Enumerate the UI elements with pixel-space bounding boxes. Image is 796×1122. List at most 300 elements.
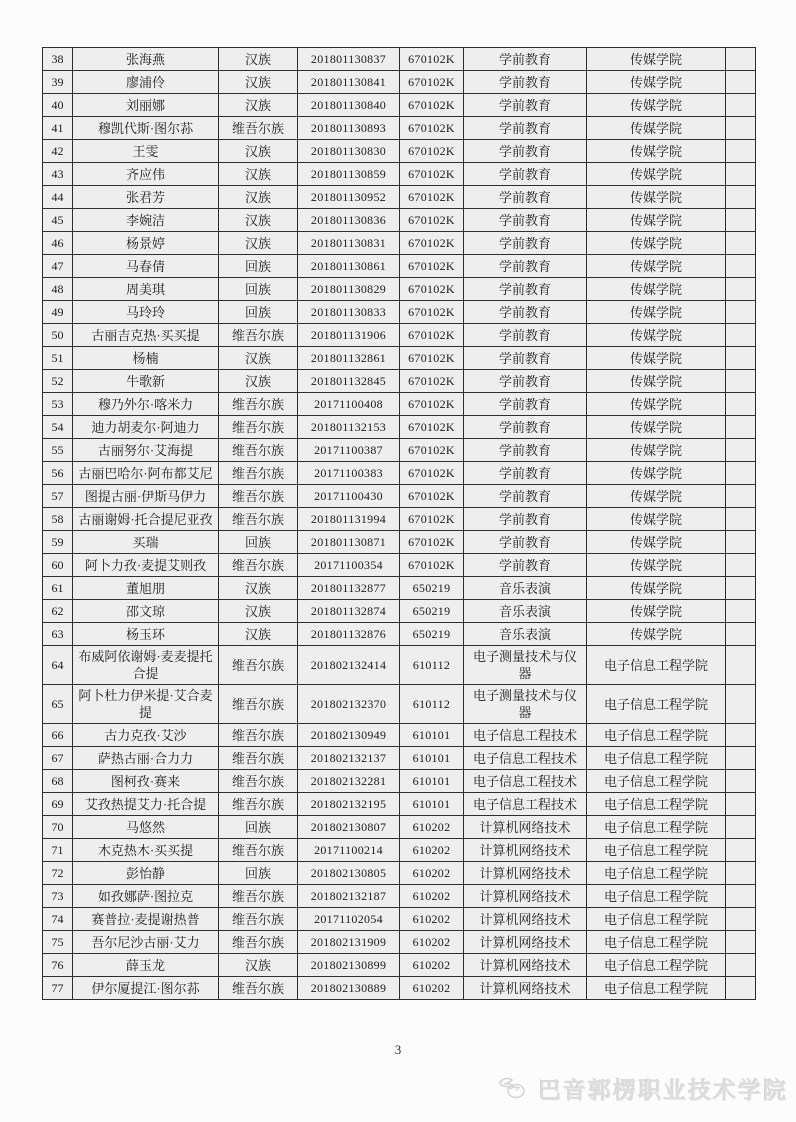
- cell-student_id: 201802132187: [298, 885, 400, 908]
- cell-college: 传媒学院: [587, 140, 726, 163]
- cell-name: 赛普拉·麦提谢热普: [73, 908, 219, 931]
- cell-ethnicity: 汉族: [219, 954, 298, 977]
- cell-major_code: 670102K: [400, 347, 464, 370]
- cell-student_id: 201801130830: [298, 140, 400, 163]
- cell-name: 彭怡静: [73, 862, 219, 885]
- cell-name: 阿卜力孜·麦提艾则孜: [73, 554, 219, 577]
- cell-major: 计算机网络技术: [464, 954, 587, 977]
- cell-no: 77: [43, 977, 73, 1000]
- cell-name: 伊尔厦提江·图尔荪: [73, 977, 219, 1000]
- table-row: [43, 885, 756, 908]
- cell-student_id: 201801130841: [298, 71, 400, 94]
- cell-name: 马玲玲: [73, 301, 219, 324]
- table-row: [43, 954, 756, 977]
- cell-college: 传媒学院: [587, 600, 726, 623]
- cell-major: 电子信息工程技术: [464, 793, 587, 816]
- cell-college: 传媒学院: [587, 485, 726, 508]
- cell-blank: [726, 117, 756, 140]
- table-row: [43, 839, 756, 862]
- cell-student_id: 201802130899: [298, 954, 400, 977]
- cell-blank: [726, 816, 756, 839]
- cell-college: 电子信息工程学院: [587, 724, 726, 747]
- cell-blank: [726, 577, 756, 600]
- cell-college: 传媒学院: [587, 623, 726, 646]
- cell-college: 传媒学院: [587, 508, 726, 531]
- cell-major_code: 670102K: [400, 255, 464, 278]
- table-row: [43, 140, 756, 163]
- cell-student_id: 201801130871: [298, 531, 400, 554]
- cell-college: 电子信息工程学院: [587, 770, 726, 793]
- cell-major_code: 610202: [400, 885, 464, 908]
- cell-college: 传媒学院: [587, 117, 726, 140]
- cell-student_id: 201801132877: [298, 577, 400, 600]
- cell-major_code: 670102K: [400, 163, 464, 186]
- cell-blank: [726, 140, 756, 163]
- cell-student_id: 201801130861: [298, 255, 400, 278]
- cell-college: 传媒学院: [587, 71, 726, 94]
- cell-major_code: 670102K: [400, 209, 464, 232]
- cell-college: 传媒学院: [587, 48, 726, 71]
- cell-blank: [726, 724, 756, 747]
- cell-ethnicity: 维吾尔族: [219, 977, 298, 1000]
- cell-college: 电子信息工程学院: [587, 816, 726, 839]
- cell-major: 学前教育: [464, 232, 587, 255]
- cell-name: 迪力胡麦尔·阿迪力: [73, 416, 219, 439]
- cell-blank: [726, 209, 756, 232]
- cell-ethnicity: 维吾尔族: [219, 462, 298, 485]
- cell-blank: [726, 554, 756, 577]
- cell-no: 65: [43, 685, 73, 724]
- cell-no: 63: [43, 623, 73, 646]
- cell-college: 电子信息工程学院: [587, 839, 726, 862]
- cell-no: 64: [43, 646, 73, 685]
- cell-ethnicity: 汉族: [219, 209, 298, 232]
- cell-student_id: 20171100214: [298, 839, 400, 862]
- cell-major: 学前教育: [464, 255, 587, 278]
- cell-ethnicity: 汉族: [219, 163, 298, 186]
- cell-college: 传媒学院: [587, 439, 726, 462]
- cell-college: 电子信息工程学院: [587, 747, 726, 770]
- table-row: [43, 862, 756, 885]
- cell-ethnicity: 汉族: [219, 232, 298, 255]
- cell-blank: [726, 600, 756, 623]
- table-row: [43, 931, 756, 954]
- cell-blank: [726, 954, 756, 977]
- cell-major_code: 670102K: [400, 554, 464, 577]
- cell-student_id: 201801130831: [298, 232, 400, 255]
- cell-ethnicity: 维吾尔族: [219, 931, 298, 954]
- table-row: [43, 439, 756, 462]
- cell-major_code: 670102K: [400, 140, 464, 163]
- cell-name: 穆凯代斯·图尔荪: [73, 117, 219, 140]
- cell-blank: [726, 839, 756, 862]
- cell-major: 学前教育: [464, 117, 587, 140]
- cell-ethnicity: 回族: [219, 531, 298, 554]
- cell-college: 电子信息工程学院: [587, 646, 726, 685]
- cell-blank: [726, 370, 756, 393]
- cell-name: 如孜娜萨·图拉克: [73, 885, 219, 908]
- cell-blank: [726, 347, 756, 370]
- page-number: 3: [394, 1042, 402, 1057]
- cell-ethnicity: 维吾尔族: [219, 793, 298, 816]
- student-roster-table: [42, 47, 756, 1000]
- table-row: [43, 71, 756, 94]
- cell-name: 杨玉环: [73, 623, 219, 646]
- table-row: [43, 117, 756, 140]
- cell-college: 传媒学院: [587, 209, 726, 232]
- cell-no: 57: [43, 485, 73, 508]
- cell-no: 60: [43, 554, 73, 577]
- cell-major_code: 670102K: [400, 301, 464, 324]
- cell-student_id: 201801130837: [298, 48, 400, 71]
- cell-student_id: 20171100354: [298, 554, 400, 577]
- cell-ethnicity: 维吾尔族: [219, 324, 298, 347]
- cell-no: 53: [43, 393, 73, 416]
- cell-major_code: 670102K: [400, 393, 464, 416]
- cell-name: 牛歌新: [73, 370, 219, 393]
- cell-major: 音乐表演: [464, 623, 587, 646]
- cell-student_id: 201801132861: [298, 347, 400, 370]
- cell-student_id: 201802132195: [298, 793, 400, 816]
- cell-ethnicity: 维吾尔族: [219, 908, 298, 931]
- cell-major_code: 650219: [400, 623, 464, 646]
- cell-major_code: 670102K: [400, 324, 464, 347]
- table-row: [43, 462, 756, 485]
- cell-major: 学前教育: [464, 94, 587, 117]
- cell-no: 67: [43, 747, 73, 770]
- cell-major_code: 670102K: [400, 508, 464, 531]
- cell-student_id: 201801132153: [298, 416, 400, 439]
- cell-ethnicity: 维吾尔族: [219, 839, 298, 862]
- cell-ethnicity: 回族: [219, 862, 298, 885]
- cell-ethnicity: 汉族: [219, 186, 298, 209]
- cell-ethnicity: 汉族: [219, 623, 298, 646]
- cell-major: 计算机网络技术: [464, 931, 587, 954]
- cell-ethnicity: 汉族: [219, 370, 298, 393]
- cell-major: 计算机网络技术: [464, 908, 587, 931]
- cell-college: 传媒学院: [587, 94, 726, 117]
- cell-no: 50: [43, 324, 73, 347]
- cell-name: 古丽谢姆·托合提尼亚孜: [73, 508, 219, 531]
- cell-name: 王雯: [73, 140, 219, 163]
- cell-major: 电子测量技术与仪器: [464, 685, 587, 724]
- cell-blank: [726, 793, 756, 816]
- cell-blank: [726, 931, 756, 954]
- cell-college: 电子信息工程学院: [587, 977, 726, 1000]
- cell-major_code: 670102K: [400, 416, 464, 439]
- cell-no: 52: [43, 370, 73, 393]
- table-row: [43, 793, 756, 816]
- table-row: [43, 623, 756, 646]
- cell-student_id: 201802130949: [298, 724, 400, 747]
- cell-major_code: 610202: [400, 816, 464, 839]
- cell-no: 42: [43, 140, 73, 163]
- cell-major: 计算机网络技术: [464, 862, 587, 885]
- cell-major_code: 670102K: [400, 94, 464, 117]
- cell-student_id: 201801131906: [298, 324, 400, 347]
- cell-name: 木克热木·买买提: [73, 839, 219, 862]
- cell-major: 学前教育: [464, 71, 587, 94]
- table-row: [43, 209, 756, 232]
- cell-student_id: 201801130829: [298, 278, 400, 301]
- cell-name: 图柯孜·赛来: [73, 770, 219, 793]
- cell-blank: [726, 324, 756, 347]
- cell-ethnicity: 维吾尔族: [219, 724, 298, 747]
- cell-major_code: 670102K: [400, 485, 464, 508]
- cell-blank: [726, 393, 756, 416]
- cell-college: 传媒学院: [587, 416, 726, 439]
- cell-college: 传媒学院: [587, 163, 726, 186]
- table-row: [43, 977, 756, 1000]
- cell-ethnicity: 维吾尔族: [219, 439, 298, 462]
- cell-college: 电子信息工程学院: [587, 793, 726, 816]
- cell-major_code: 670102K: [400, 370, 464, 393]
- cell-name: 马悠然: [73, 816, 219, 839]
- table-row: [43, 646, 756, 685]
- cell-major: 学前教育: [464, 462, 587, 485]
- table-row: [43, 600, 756, 623]
- cell-major_code: 610101: [400, 793, 464, 816]
- cell-major: 计算机网络技术: [464, 977, 587, 1000]
- cell-name: 杨楠: [73, 347, 219, 370]
- cell-ethnicity: 回族: [219, 816, 298, 839]
- cell-name: 吾尔尼沙古丽·艾力: [73, 931, 219, 954]
- cell-major_code: 670102K: [400, 71, 464, 94]
- cell-blank: [726, 646, 756, 685]
- cell-major_code: 670102K: [400, 278, 464, 301]
- cell-major: 电子测量技术与仪器: [464, 646, 587, 685]
- cell-name: 穆乃外尔·喀米力: [73, 393, 219, 416]
- cell-major_code: 610202: [400, 931, 464, 954]
- cell-major_code: 650219: [400, 577, 464, 600]
- cell-ethnicity: 汉族: [219, 140, 298, 163]
- cell-major_code: 670102K: [400, 232, 464, 255]
- cell-major: 计算机网络技术: [464, 885, 587, 908]
- cell-major: 学前教育: [464, 48, 587, 71]
- cell-name: 张海燕: [73, 48, 219, 71]
- cell-major_code: 670102K: [400, 117, 464, 140]
- watermark-text: 巴音郭楞职业技术学院: [538, 1077, 788, 1103]
- table-row: [43, 255, 756, 278]
- cell-ethnicity: 维吾尔族: [219, 393, 298, 416]
- cell-major: 学前教育: [464, 347, 587, 370]
- cell-no: 72: [43, 862, 73, 885]
- table-row: [43, 370, 756, 393]
- cell-major_code: 610202: [400, 908, 464, 931]
- cell-name: 张君芳: [73, 186, 219, 209]
- cell-student_id: 201802132414: [298, 646, 400, 685]
- cell-major: 计算机网络技术: [464, 839, 587, 862]
- cell-blank: [726, 416, 756, 439]
- cell-no: 55: [43, 439, 73, 462]
- cell-ethnicity: 汉族: [219, 94, 298, 117]
- cell-blank: [726, 531, 756, 554]
- cell-college: 传媒学院: [587, 278, 726, 301]
- cell-college: 传媒学院: [587, 554, 726, 577]
- cell-student_id: 201802130807: [298, 816, 400, 839]
- cell-student_id: 201801130836: [298, 209, 400, 232]
- cell-no: 58: [43, 508, 73, 531]
- cell-college: 传媒学院: [587, 347, 726, 370]
- cell-major_code: 610202: [400, 862, 464, 885]
- table-row: [43, 724, 756, 747]
- cell-major_code: 670102K: [400, 186, 464, 209]
- cell-no: 49: [43, 301, 73, 324]
- cell-blank: [726, 163, 756, 186]
- cell-no: 62: [43, 600, 73, 623]
- cell-college: 传媒学院: [587, 370, 726, 393]
- cell-major_code: 610101: [400, 747, 464, 770]
- cell-blank: [726, 977, 756, 1000]
- table-row: [43, 816, 756, 839]
- cell-ethnicity: 回族: [219, 278, 298, 301]
- cell-name: 古力克孜·艾沙: [73, 724, 219, 747]
- cell-major: 音乐表演: [464, 577, 587, 600]
- table-row: [43, 186, 756, 209]
- student-table-body: [43, 48, 756, 1000]
- table-row: [43, 278, 756, 301]
- cell-major_code: 670102K: [400, 531, 464, 554]
- cell-no: 73: [43, 885, 73, 908]
- cell-major_code: 610202: [400, 954, 464, 977]
- cell-college: 传媒学院: [587, 255, 726, 278]
- table-row: [43, 685, 756, 724]
- cell-name: 古丽吉克热·买买提: [73, 324, 219, 347]
- cell-student_id: 201802130889: [298, 977, 400, 1000]
- cell-ethnicity: 汉族: [219, 577, 298, 600]
- cell-ethnicity: 维吾尔族: [219, 554, 298, 577]
- cell-major_code: 610112: [400, 646, 464, 685]
- cell-student_id: 20171102054: [298, 908, 400, 931]
- table-row: [43, 324, 756, 347]
- cell-blank: [726, 439, 756, 462]
- cell-no: 66: [43, 724, 73, 747]
- cell-student_id: 201801131994: [298, 508, 400, 531]
- cell-blank: [726, 232, 756, 255]
- cell-name: 图提古丽·伊斯马伊力: [73, 485, 219, 508]
- cell-major: 学前教育: [464, 393, 587, 416]
- cell-student_id: 201802132281: [298, 770, 400, 793]
- table-row: [43, 48, 756, 71]
- cell-name: 阿卜杜力伊米提·艾合麦提: [73, 685, 219, 724]
- table-row: [43, 770, 756, 793]
- cell-no: 40: [43, 94, 73, 117]
- cell-name: 李婉洁: [73, 209, 219, 232]
- cell-major: 学前教育: [464, 370, 587, 393]
- cell-college: 传媒学院: [587, 301, 726, 324]
- cell-ethnicity: 维吾尔族: [219, 508, 298, 531]
- cell-major_code: 610112: [400, 685, 464, 724]
- cell-major_code: 650219: [400, 600, 464, 623]
- cell-blank: [726, 278, 756, 301]
- cell-college: 传媒学院: [587, 232, 726, 255]
- cell-student_id: 201802132370: [298, 685, 400, 724]
- cell-student_id: 201801130859: [298, 163, 400, 186]
- cell-college: 传媒学院: [587, 577, 726, 600]
- cell-major: 学前教育: [464, 416, 587, 439]
- cell-name: 布威阿依谢姆·麦麦提托合提: [73, 646, 219, 685]
- cell-major: 学前教育: [464, 554, 587, 577]
- cell-ethnicity: 汉族: [219, 347, 298, 370]
- cell-blank: [726, 94, 756, 117]
- cell-ethnicity: 汉族: [219, 71, 298, 94]
- cell-ethnicity: 维吾尔族: [219, 416, 298, 439]
- cell-college: 电子信息工程学院: [587, 931, 726, 954]
- cell-student_id: 201801132845: [298, 370, 400, 393]
- cell-name: 古丽努尔·艾海提: [73, 439, 219, 462]
- table-row: [43, 485, 756, 508]
- cell-no: 71: [43, 839, 73, 862]
- cell-major_code: 670102K: [400, 439, 464, 462]
- cell-major: 计算机网络技术: [464, 816, 587, 839]
- cell-student_id: 201802131909: [298, 931, 400, 954]
- cell-no: 56: [43, 462, 73, 485]
- table-row: [43, 908, 756, 931]
- cell-college: 电子信息工程学院: [587, 908, 726, 931]
- cell-student_id: 201801130952: [298, 186, 400, 209]
- cell-ethnicity: 维吾尔族: [219, 747, 298, 770]
- cell-no: 46: [43, 232, 73, 255]
- cell-name: 薛玉龙: [73, 954, 219, 977]
- cell-major_code: 670102K: [400, 48, 464, 71]
- cell-college: 传媒学院: [587, 324, 726, 347]
- cell-ethnicity: 维吾尔族: [219, 646, 298, 685]
- cell-blank: [726, 71, 756, 94]
- cell-college: 电子信息工程学院: [587, 685, 726, 724]
- cell-no: 48: [43, 278, 73, 301]
- cell-student_id: 201801130840: [298, 94, 400, 117]
- cell-name: 杨景婷: [73, 232, 219, 255]
- bird-logo-icon: [496, 1074, 532, 1104]
- cell-no: 69: [43, 793, 73, 816]
- cell-blank: [726, 885, 756, 908]
- cell-major: 学前教育: [464, 439, 587, 462]
- cell-student_id: 201801130833: [298, 301, 400, 324]
- cell-student_id: 20171100408: [298, 393, 400, 416]
- cell-major: 学前教育: [464, 324, 587, 347]
- cell-major: 电子信息工程技术: [464, 724, 587, 747]
- cell-no: 61: [43, 577, 73, 600]
- cell-college: 传媒学院: [587, 531, 726, 554]
- cell-name: 马春倩: [73, 255, 219, 278]
- table-row: [43, 531, 756, 554]
- table-row: [43, 301, 756, 324]
- cell-student_id: 201802132137: [298, 747, 400, 770]
- cell-major_code: 610202: [400, 839, 464, 862]
- table-row: [43, 508, 756, 531]
- cell-ethnicity: 汉族: [219, 600, 298, 623]
- cell-blank: [726, 485, 756, 508]
- cell-name: 董旭朋: [73, 577, 219, 600]
- cell-no: 38: [43, 48, 73, 71]
- cell-major: 学前教育: [464, 485, 587, 508]
- cell-blank: [726, 770, 756, 793]
- cell-major: 音乐表演: [464, 600, 587, 623]
- cell-name: 刘丽娜: [73, 94, 219, 117]
- cell-student_id: 201801130893: [298, 117, 400, 140]
- cell-major_code: 610101: [400, 724, 464, 747]
- cell-major: 学前教育: [464, 531, 587, 554]
- cell-ethnicity: 维吾尔族: [219, 885, 298, 908]
- cell-college: 电子信息工程学院: [587, 885, 726, 908]
- cell-name: 古丽巴哈尔·阿布都艾尼: [73, 462, 219, 485]
- table-row: [43, 577, 756, 600]
- cell-major: 学前教育: [464, 140, 587, 163]
- cell-no: 70: [43, 816, 73, 839]
- cell-no: 47: [43, 255, 73, 278]
- cell-no: 41: [43, 117, 73, 140]
- cell-blank: [726, 862, 756, 885]
